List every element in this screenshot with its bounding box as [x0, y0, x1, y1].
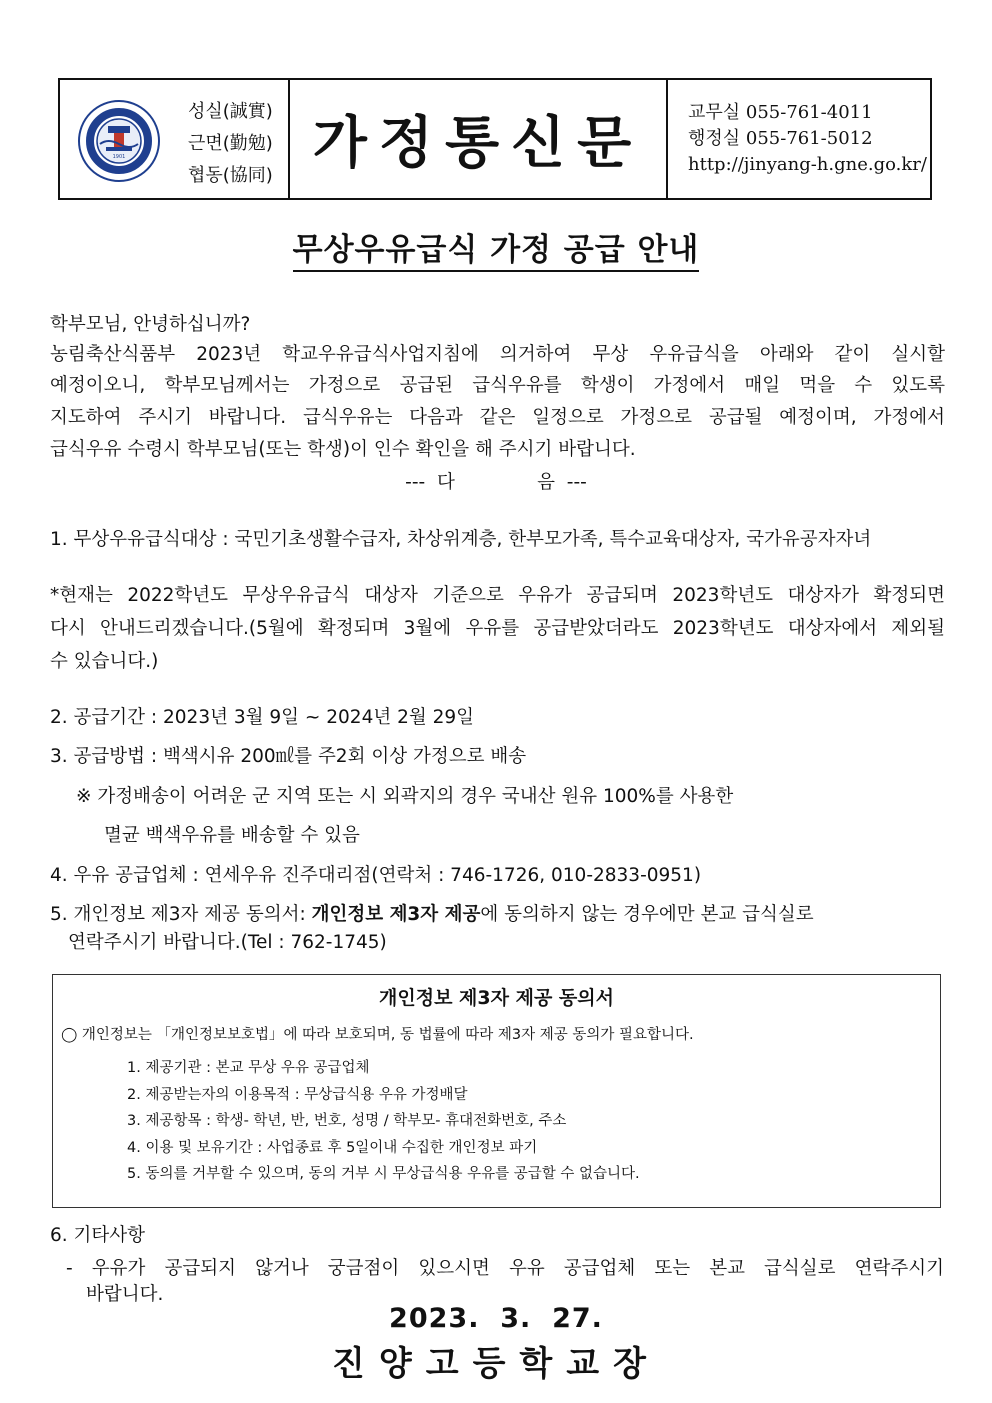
list-item: 4. 이용 및 보유기간 : 사업종료 후 5일이내 수집한 개인정보 파기 [127, 1139, 538, 1156]
school-emblem-icon [78, 100, 160, 182]
logo-cell [60, 80, 290, 198]
note-line: *현재는 2022학년도 무상우유급식 대상자 기준으로 우유가 공급되며 2023학년도 대상자가 확정되면 [50, 585, 945, 606]
letterhead [58, 78, 932, 200]
document-title [0, 224, 992, 269]
item-consent-suffix: 에 동의하지 않는 경우에만 본교 급식실로 [480, 904, 814, 925]
item-consent-prefix: 5. 개인정보 제3자 제공 동의서: [50, 904, 312, 925]
item-method-note: 멸균 백색우유를 배송할 수 있음 [104, 825, 360, 846]
item-method-note: ※ 가정배송이 어려운 군 지역 또는 시 외곽지의 경우 국내산 원유 100%를 사용한 [76, 786, 734, 807]
list-item: 5. 동의를 거부할 수 있으며, 동의 거부 시 무상급식용 우유를 공급할 수 없습니다. [127, 1166, 640, 1182]
contact-admin-office: 행정실 055-761-5012 [688, 128, 873, 149]
consent-list [127, 1055, 640, 1188]
logo-year: 1901 [112, 154, 126, 160]
other-line: 바랍니다. [86, 1284, 164, 1305]
motto-line: 근면(勤勉) [188, 133, 273, 154]
intro-line: 지도하여 주시기 바랍니다. 급식우유는 다음과 같은 일정으로 가정으로 공급될 예정이며, 가정에서 [50, 407, 945, 428]
consent-box [52, 974, 941, 1208]
motto-line: 협동(協同) [188, 165, 273, 186]
title-cell [290, 80, 668, 198]
section-divider: --- 다 음 --- [405, 472, 587, 493]
item-consent-emphasis: 개인정보 제3자 제공 [311, 904, 481, 925]
consent-intro: ◯ 개인정보는 「개인정보보호법」에 따라 보호되며, 동 법률에 따라 제3자 제공 동의가 필요합니다. [61, 1027, 694, 1043]
motto-line: 성실(誠實) [188, 101, 273, 122]
list-item: 3. 제공항목 : 학생- 학년, 반, 번호, 성명 / 학부모- 휴대전화번호, 주소 [127, 1113, 567, 1129]
contact-cell [668, 80, 930, 198]
list-item: 1. 제공기관 : 본교 무상 우유 공급업체 [127, 1060, 370, 1076]
other-line: - 우유가 공급되지 않거나 궁금점이 있으시면 우유 공급업체 또는 본교 급식실로 연락주시기 [66, 1258, 944, 1279]
contact-academic-office: 교무실 055-761-4011 [688, 102, 873, 123]
page-title: 가정통신문 [312, 111, 644, 176]
item-method: 3. 공급방법 : 백색시유 200㎖를 주2회 이상 가정으로 배송 [50, 746, 527, 767]
item-consent-contact: 연락주시기 바랍니다.(Tel : 762-1745) [68, 932, 387, 953]
intro-line: 급식우유 수령시 학부모님(또는 학생)이 인수 확인을 해 주시기 바랍니다. [50, 439, 636, 460]
issue-date: 2023. 3. 27. [389, 1303, 603, 1334]
item-supplier: 4. 우유 공급업체 : 연세우유 진주대리점(연락처 : 746-1726, 010-2833-0951) [50, 865, 702, 886]
intro-line: 농림축산식품부 2023년 학교우유급식사업지침에 의거하여 무상 우유급식을 아래와 같이 실시할 [50, 344, 945, 365]
intro-line: 예정이오니, 학부모님께서는 가정으로 공급된 급식우유를 학생이 가정에서 매일 먹을 수 있도록 [50, 375, 945, 396]
other-heading: 6. 기타사항 [50, 1225, 146, 1246]
signer: 진양고등학교장 [332, 1344, 660, 1384]
greeting: 학부모님, 안녕하십니까? [50, 314, 251, 335]
item-period: 2. 공급기간 : 2023년 3월 9일 ~ 2024년 2월 29일 [50, 707, 475, 728]
school-motto [188, 96, 273, 192]
note-line: 다시 안내드리겠습니다.(5월에 확정되며 3월에 우유를 공급받았더라도 2023학년도 대상자에서 제외될 [50, 618, 945, 639]
list-item: 2. 제공받는자의 이용목적 : 무상급식용 우유 가정배달 [127, 1086, 468, 1103]
item-consent [50, 900, 930, 930]
note-line: 수 있습니다.) [50, 651, 159, 672]
document-title-text: 무상우유급식 가정 공급 안내 [293, 232, 700, 272]
consent-title: 개인정보 제3자 제공 동의서 [379, 987, 614, 1009]
contact-website-link[interactable]: http://jinyang-h.gne.go.kr/ [688, 154, 927, 175]
item-target: 1. 무상우유급식대상 : 국민기초생활수급자, 차상위계층, 한부모가족, 특수교육대상자, 국가유공자자녀 [50, 529, 872, 550]
